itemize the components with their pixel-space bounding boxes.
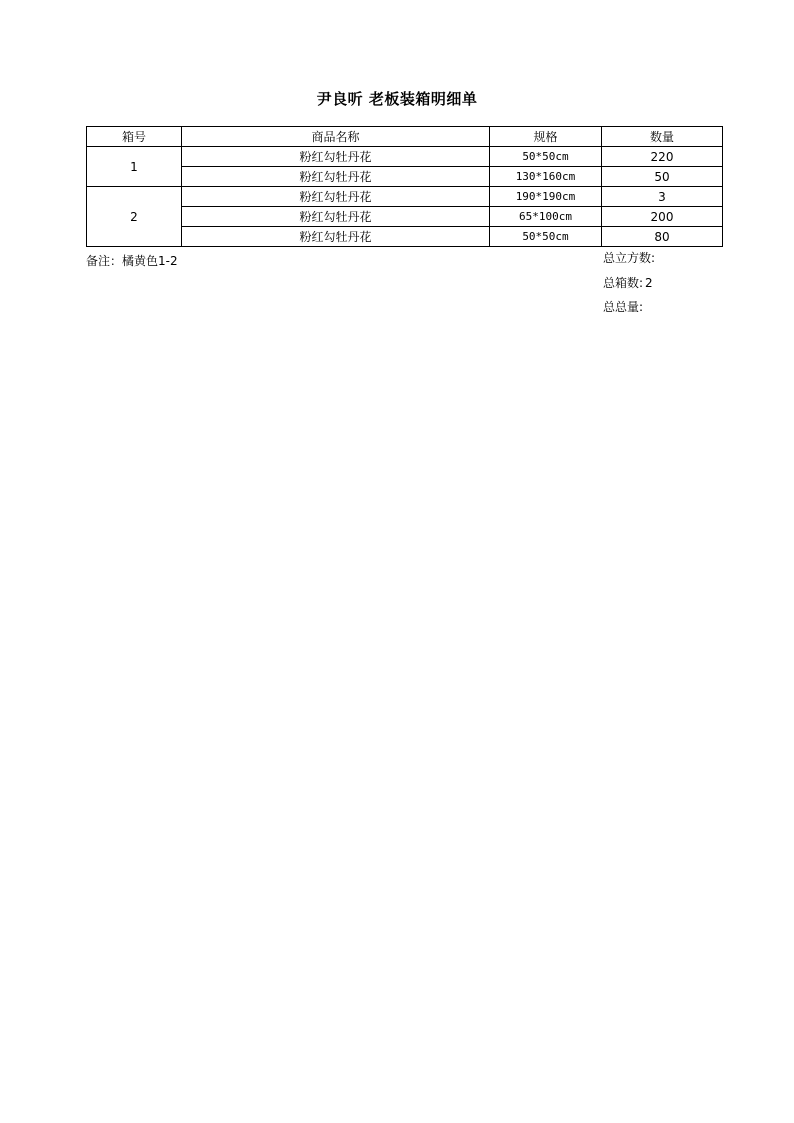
- header-product-name: 商品名称: [182, 127, 490, 147]
- header-quantity: 数量: [602, 127, 723, 147]
- total-volume-line: [603, 249, 657, 266]
- table-row: [87, 147, 723, 167]
- spec-cell: 190*190cm: [490, 187, 602, 207]
- table-row: [87, 187, 723, 207]
- spec-cell: 50*50cm: [490, 227, 602, 247]
- header-box-no: 箱号: [87, 127, 182, 147]
- box-number-cell: 2: [87, 187, 182, 247]
- quantity-cell: 200: [602, 207, 723, 227]
- product-name-cell: 粉红勾牡丹花: [182, 207, 490, 227]
- quantity-cell: 80: [602, 227, 723, 247]
- total-boxes-value: 2: [645, 276, 653, 290]
- packing-list-table: [86, 126, 723, 247]
- table-header-row: [87, 127, 723, 147]
- document-title: 尹良听 老板装箱明细单: [316, 90, 478, 108]
- product-name-cell: 粉红勾牡丹花: [182, 187, 490, 207]
- product-name-cell: 粉红勾牡丹花: [182, 147, 490, 167]
- box-number-cell: 1: [87, 147, 182, 187]
- spec-cell: 65*100cm: [490, 207, 602, 227]
- header-spec: 规格: [490, 127, 602, 147]
- total-volume-label: 总立方数:: [603, 251, 656, 265]
- table-row: [87, 227, 723, 247]
- total-boxes-line: [603, 274, 653, 291]
- remark-note: 备注：橘黄色1-2: [86, 254, 178, 268]
- quantity-cell: 50: [602, 167, 723, 187]
- total-weight-line: [603, 298, 645, 315]
- table-row: [87, 167, 723, 187]
- spec-cell: 50*50cm: [490, 147, 602, 167]
- table-row: [87, 207, 723, 227]
- quantity-cell: 3: [602, 187, 723, 207]
- quantity-cell: 220: [602, 147, 723, 167]
- product-name-cell: 粉红勾牡丹花: [182, 167, 490, 187]
- total-weight-label: 总总量:: [603, 300, 644, 314]
- total-boxes-label: 总箱数:: [603, 276, 644, 290]
- spec-cell: 130*160cm: [490, 167, 602, 187]
- product-name-cell: 粉红勾牡丹花: [182, 227, 490, 247]
